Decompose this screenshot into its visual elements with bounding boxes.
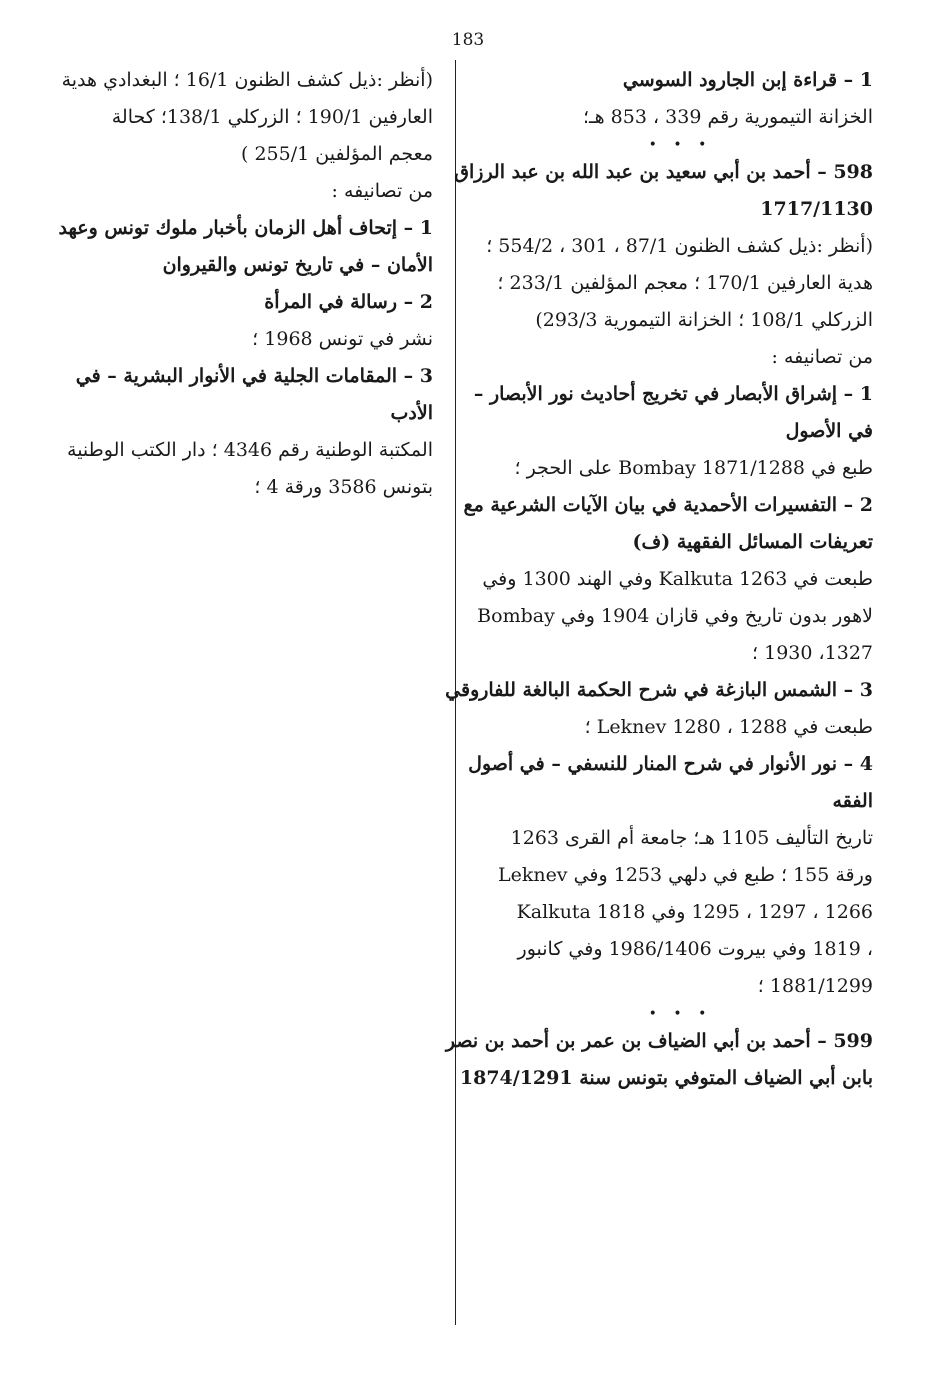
section-separator: • • • xyxy=(648,1006,713,1022)
text-line: (أنظر :ذيل كشف الظنون 87/1 ، 301 ، 554/2 ؛ xyxy=(486,235,873,257)
right-column xyxy=(445,62,873,1097)
text-line: هدية العارفين 170/1 ؛ معجم المؤلفين 233/1 ؛ xyxy=(497,272,873,294)
text-line: 1881/1299 ؛ xyxy=(757,975,873,997)
text-line: الأدب xyxy=(390,402,433,424)
text-line: 4 – نور الأنوار في شرح المنار للنسفي – في أصول xyxy=(468,753,873,775)
text-line: نشر في تونس 1968 ؛ xyxy=(252,328,433,350)
text-line: الفقه xyxy=(832,790,873,812)
page-number: 183 xyxy=(451,30,485,50)
text-line: 1266 ، 1297 ، 1295 وفي Kalkuta 1818 xyxy=(516,901,873,923)
text-line: 1 – قراءة إبن الجارود السوسي xyxy=(622,69,873,91)
text-line: معجم المؤلفين 255/1 ) xyxy=(240,143,433,165)
text-line: تعريفات المسائل الفقهية (ف) xyxy=(632,531,873,553)
text-line: من تصانيفه : xyxy=(331,180,433,202)
text-line: ورقة 155 ؛ طبع في دلهي 1253 وفي Leknev xyxy=(497,864,873,886)
text-line: 1 – إشراق الأبصار في تخريج أحاديث نور الأبصار – xyxy=(473,383,873,405)
text-line: المكتبة الوطنية رقم 4346 ؛ دار الكتب الوطنية xyxy=(67,439,433,461)
text-line: طبعت في Leknev 1280 ، 1288 ؛ xyxy=(584,716,873,738)
text-line: (أنظر :ذيل كشف الظنون 16/1 ؛ البغدادي هدية xyxy=(61,69,433,91)
text-line: طبع في Bombay 1871/1288 على الحجر ؛ xyxy=(514,457,873,479)
text-line: 3 – المقامات الجلية في الأنوار البشرية – في xyxy=(75,365,433,387)
text-line: الزركلي 108/1 ؛ الخزانة التيمورية 293/3) xyxy=(535,309,873,331)
text-line: في الأصول xyxy=(785,420,873,442)
text-line: طبعت في Kalkuta 1263 وفي الهند 1300 وفي xyxy=(482,568,873,590)
text-line: من تصانيفه : xyxy=(771,346,873,368)
text-line: الخزانة التيمورية رقم 339 ، 853 هـ؛ xyxy=(583,106,873,128)
text-line: 1327، 1930 ؛ xyxy=(752,642,873,664)
text-line: بابن أبي الضياف المتوفي بتونس سنة 1874/1291 xyxy=(459,1067,873,1089)
text-line: 598 – أحمد بن أبي سعيد بن عبد الله بن عبد الرزاق xyxy=(454,161,873,183)
text-line: 2 – رسالة في المرأة xyxy=(264,291,433,313)
text-line: بتونس 3586 ورقة 4 ؛ xyxy=(254,476,433,498)
text-line: 599 – أحمد بن أبي الضياف بن عمر بن أحمد بن نصر xyxy=(445,1030,873,1052)
section-separator: • • • xyxy=(648,137,713,153)
text-line: 3 – الشمس البازغة في شرح الحكمة البالغة للفاروقي xyxy=(445,679,873,701)
text-line: تاريخ التأليف 1105 هـ؛ جامعة أم القرى 1263 xyxy=(510,827,873,849)
text-line: ، 1819 وفي بيروت 1986/1406 وفي كانبور xyxy=(517,938,873,960)
text-line: لاهور بدون تاريخ وفي قازان 1904 وفي Bombay xyxy=(477,605,873,627)
text-line: العارفين 190/1 ؛ الزركلي 138/1؛ كحالة xyxy=(111,106,433,128)
left-column xyxy=(58,62,433,506)
text-line: 1717/1130 xyxy=(760,198,873,220)
text-line: 2 – التفسيرات الأحمدية في بيان الآيات الشرعية مع xyxy=(463,494,873,516)
text-line: الأمان – في تاريخ تونس والقيروان xyxy=(162,254,433,276)
text-line: 1 – إتحاف أهل الزمان بأخبار ملوك تونس وعهد xyxy=(58,217,433,239)
